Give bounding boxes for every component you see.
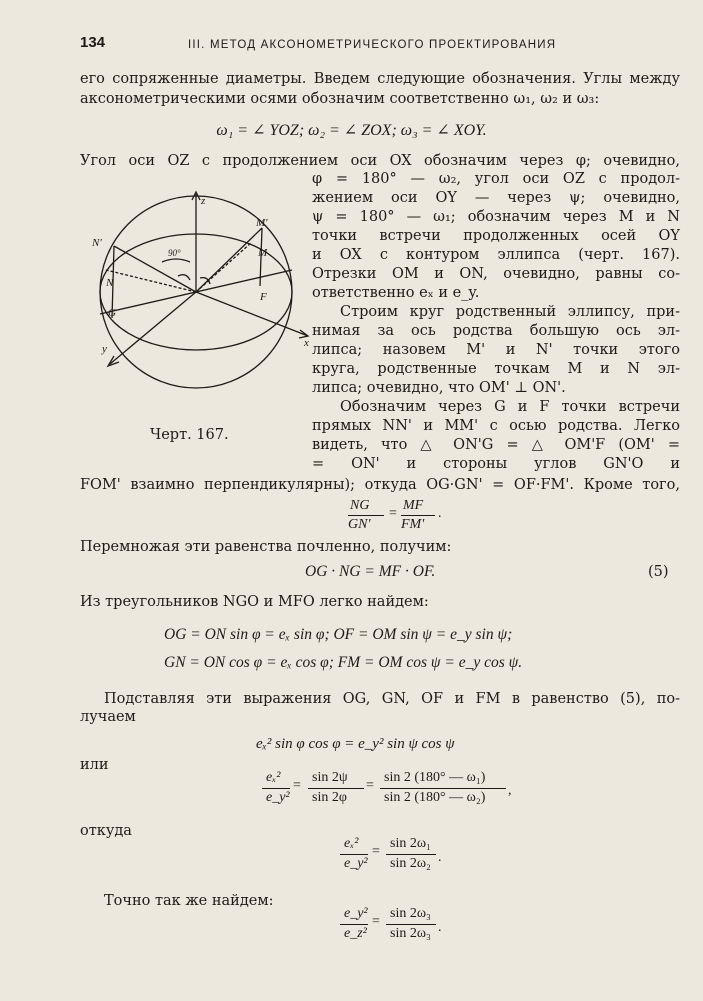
intro-line-2: аксонометрическими осями обозначим соответственно ω₁, ω₂ и ω₃:: [80, 91, 600, 107]
para6-line-2: лучаем: [80, 709, 136, 725]
angle-arc-phi: [178, 275, 190, 280]
para3-line: прямых NN' и MM' с осью родства. Легко: [312, 418, 680, 434]
formula-sin-cos: eₓ² sin φ cos φ = e_y² sin ψ cos ψ: [256, 736, 455, 752]
frac4-den-2: sin 2ω₃: [390, 926, 431, 941]
segment-on-prime: [114, 246, 196, 292]
omega-definitions-formula: ω₁ = ∠ YOZ; ω₂ = ∠ ZOX; ω₃ = ∠ XOY.: [216, 122, 487, 139]
para2-line: круга, родственные точкам M и N эл-: [312, 361, 680, 377]
figure-167-diagram: [92, 186, 308, 398]
frac4-num-1: e_y²: [344, 906, 368, 921]
frac3-bar-2: [386, 854, 436, 855]
para3-line: видеть, что △ ON'G = △ OM'F (OM' =: [312, 437, 680, 453]
label-right-angle: 90°: [168, 248, 181, 258]
label-m: M: [258, 247, 268, 259]
formula-og-of: OG = ON sin φ = eₓ sin φ; OF = OM sin ψ = e_y sin ψ;: [164, 626, 513, 643]
frac2-comma: ,: [508, 783, 512, 798]
word-whence: откуда: [80, 823, 132, 839]
formula-gn-fm: GN = ON cos φ = eₓ cos φ; FM = OM cos ψ = e_y cos ψ.: [164, 654, 523, 671]
frac4-den-1: e_z²: [344, 926, 367, 941]
para2-line: нимая за ось родства большую ось эл-: [312, 323, 680, 339]
running-title: III. МЕТОД АКСОНОМЕТРИЧЕСКОГО ПРОЕКТИРОВАНИЯ: [188, 39, 557, 51]
para3-line-full: FOM' взаимно перпендикулярны); откуда OG·GN' = OF·FM'. Кроме того,: [80, 477, 680, 493]
word-or: или: [80, 757, 109, 773]
frac2-den-1: e_y²: [266, 790, 290, 805]
frac3-dot: .: [438, 850, 442, 865]
right-angle-arc: [162, 259, 190, 262]
figure-caption: Черт. 167.: [150, 427, 229, 443]
frac3-den-2: sin 2ω₂: [390, 856, 431, 871]
frac1-equals: =: [389, 506, 397, 521]
axis-oy: [110, 292, 196, 364]
label-g: G: [108, 307, 116, 319]
label-x: x: [304, 337, 309, 349]
frac4-dot: .: [438, 920, 442, 935]
para7-text: Точно так же найдем:: [104, 893, 274, 909]
para4-text: Перемножая эти равенства почленно, получим:: [80, 539, 452, 555]
intro-line-1: его сопряженные диаметры. Введем следующие обозначения. Углы между: [80, 71, 680, 87]
para2-line: липса; назовем M' и N' точки этого: [312, 342, 680, 358]
label-y: y: [102, 343, 107, 355]
para6-line-1: Подставляя эти выражения OG, GN, OF и FM в равенство (5), по-: [104, 691, 680, 707]
para1-line: жением оси OY — через ψ; очевидно,: [312, 190, 680, 206]
frac1-num-right: MF: [403, 498, 424, 513]
label-z: z: [201, 195, 206, 207]
para1-line: ответственно eₓ и e_y.: [312, 285, 480, 301]
para1-line: ψ = 180° — ω₁; обозначим через M и N: [312, 209, 680, 225]
label-m-prime: M': [256, 217, 268, 229]
frac2-bar-2: [308, 788, 364, 789]
label-f: F: [260, 291, 267, 303]
frac2-equals-2: =: [366, 778, 374, 793]
frac3-bar-1: [340, 854, 368, 855]
label-n: N: [106, 277, 114, 289]
frac1-den-left: GN': [348, 517, 371, 532]
frac4-num-2: sin 2ω₃: [390, 906, 431, 921]
frac3-equals: =: [372, 844, 380, 859]
equation-number-5: (5): [648, 564, 669, 580]
para1-line: и OX с контуром эллипса (черт. 167).: [312, 247, 680, 263]
axis-ox-extension: [106, 270, 196, 292]
frac2-num-3: sin 2 (180° — ω₁): [384, 770, 486, 785]
frac3-num-2: sin 2ω₁: [390, 836, 431, 851]
frac1-num-left: NG: [350, 498, 370, 513]
frac2-equals-1: =: [293, 778, 301, 793]
frac4-equals: =: [372, 914, 380, 929]
frac1-bar-left: [348, 515, 384, 516]
frac3-num-1: eₓ²: [344, 836, 359, 851]
label-n-prime: N': [92, 237, 102, 249]
frac1-bar-right: [401, 515, 435, 516]
para1-line-full: Угол оси OZ с продолжением оси OX обозначим через φ; очевидно,: [80, 153, 680, 169]
para1-line: φ = 180° — ω₂, угол оси OZ с продол-: [312, 171, 680, 187]
para3-line: Обозначим через G и F точки встречи: [340, 399, 680, 415]
para1-line: точки встречи продолженных осей OY: [312, 228, 680, 244]
frac2-den-2: sin 2φ: [312, 790, 347, 805]
equation-5: OG · NG = MF · OF.: [305, 563, 436, 580]
frac2-num-2: sin 2ψ: [312, 770, 348, 785]
frac2-bar-1: [262, 788, 290, 789]
frac1-dot: .: [438, 506, 442, 521]
frac2-num-1: eₓ²: [266, 770, 281, 785]
para3-line: = ON' и стороны углов GN'O и: [312, 456, 680, 472]
frac3-den-1: e_y²: [344, 856, 368, 871]
frac1-den-right: FM': [401, 517, 425, 532]
para1-line: Отрезки OM и ON, очевидно, равны со-: [312, 266, 680, 282]
para2-line: липса; очевидно, что OM' ⊥ ON'.: [312, 380, 566, 396]
page-number: 134: [80, 34, 106, 51]
para5-text: Из треугольников NGO и MFO легко найдем:: [80, 594, 429, 610]
frac4-bar-2: [386, 924, 436, 925]
frac4-bar-1: [340, 924, 368, 925]
frac2-den-3: sin 2 (180° — ω₂): [384, 790, 486, 805]
frac2-bar-3: [380, 788, 506, 789]
para2-line: Строим круг родственный эллипсу, при-: [340, 304, 680, 320]
